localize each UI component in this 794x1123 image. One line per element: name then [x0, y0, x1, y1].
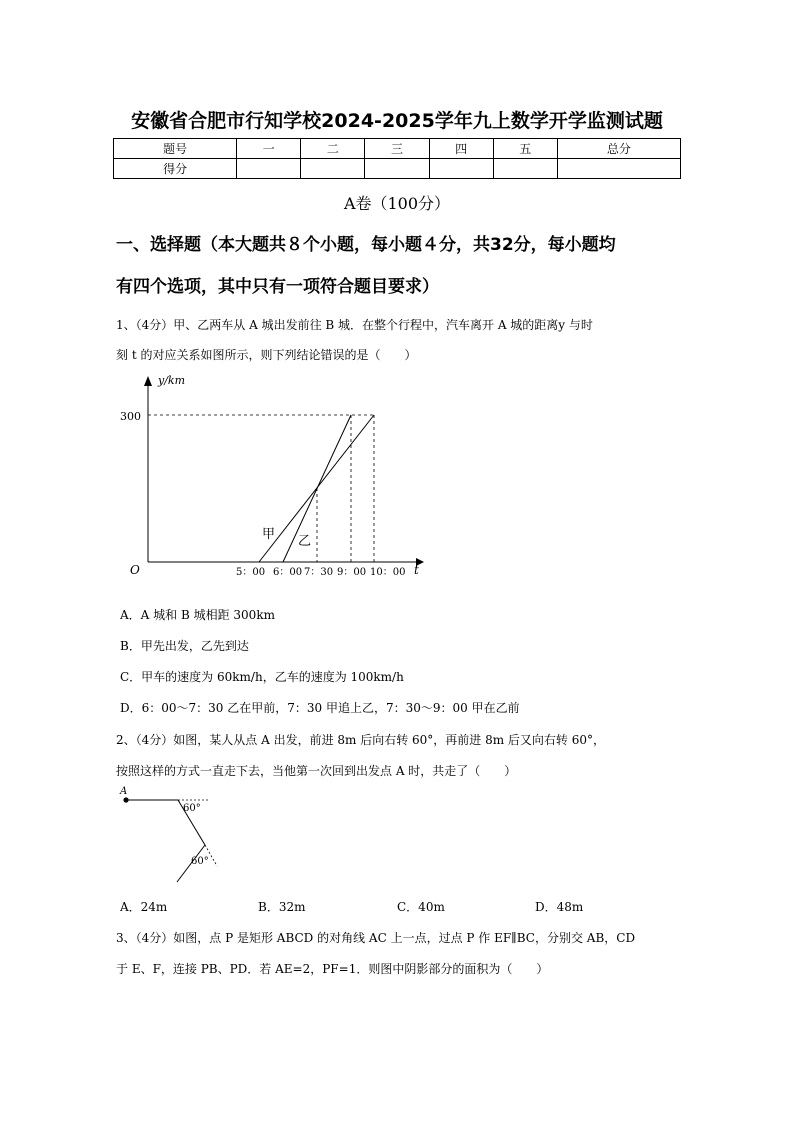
section-heading: 一、选择题（本大题共８个小题，每小题４分，共32分，每小题均: [116, 235, 616, 255]
line-yi: [283, 415, 351, 562]
score-header-cell: 四: [429, 139, 493, 159]
distance-time-graph: [118, 372, 428, 587]
score-header-cell: 三: [365, 139, 429, 159]
q2-option-a: A．24m: [120, 900, 168, 914]
volume-title: A卷（100分）: [343, 194, 451, 213]
angle-label: 60°: [183, 803, 201, 814]
x-axis-label: t: [414, 563, 419, 577]
score-cell: [557, 159, 680, 179]
score-header-cell: 五: [493, 139, 557, 159]
score-cell: [365, 159, 429, 179]
q2-option-b: B．32m: [258, 900, 306, 914]
question-2-text: 2、（4分）如图，某人从点 A 出发，前进 8m 后向右转 60°，再前进 8m 后又向右转 60°，: [116, 733, 606, 747]
x-tick: 7：30: [304, 567, 334, 578]
question-3-text: 3、（4分）如图，点 P 是矩形 ABCD 的对角线 AC 上一点，过点 P 作 EF∥BC，分别交 AB，CD: [116, 931, 636, 945]
score-cell: [429, 159, 493, 179]
q1-option-c: C．甲车的速度为 60km/h，乙车的速度为 100km/h: [120, 670, 404, 684]
score-table-row: [114, 159, 681, 179]
walking-path-figure: [115, 784, 225, 884]
score-cell: [493, 159, 557, 179]
score-cell: [301, 159, 365, 179]
score-row-label: 得分: [114, 159, 237, 179]
angle-label: 60°: [191, 856, 209, 867]
question-3-text-cont: 于 E、F，连接 PB、PD．若 AE=2，PF=1．则图中阴影部分的面积为（ ）: [116, 962, 549, 976]
score-cell: [237, 159, 301, 179]
origin-label: O: [130, 563, 140, 577]
q1-option-b: B．甲先出发，乙先到达: [120, 639, 249, 653]
score-header-cell: 一: [237, 139, 301, 159]
x-tick: 5：00: [236, 567, 266, 578]
x-tick: 9：00: [337, 567, 367, 578]
question-1-text-cont: 刻 t 的对应关系如图所示，则下列结论错误的是（ ）: [116, 348, 417, 362]
x-tick: 10：00: [370, 567, 406, 578]
score-header-cell: 题号: [114, 139, 237, 159]
y-axis-arrow: [144, 376, 152, 386]
page-title: 安徽省合肥市行知学校2024-2025学年九上数学开学监测试题: [131, 110, 663, 132]
q1-option-a: A．A 城和 B 城相距 300km: [120, 608, 275, 622]
y-axis-label: y/km: [158, 374, 186, 387]
section-heading-cont: 有四个选项，其中只有一项符合题目要求）: [116, 277, 439, 297]
score-table: [113, 138, 681, 179]
question-1-text: 1、（4分）甲、乙两车从 A 城出发前往 B 城．在整个行程中，汽车离开 A 城的距离y 与时: [116, 318, 593, 332]
y-tick-300: 300: [120, 410, 141, 423]
line-label-jia: 甲: [262, 527, 276, 542]
q2-option-d: D．48m: [535, 900, 584, 914]
line-label-yi: 乙: [298, 534, 312, 549]
question-2-text-cont: 按照这样的方式一直走下去，当他第一次回到出发点 A 时，共走了（ ）: [116, 764, 517, 778]
point-a-label: A: [120, 786, 128, 797]
score-table-header-row: [114, 139, 681, 159]
score-header-cell: 总分: [557, 139, 680, 159]
x-tick: 6：00: [273, 567, 303, 578]
score-header-cell: 二: [301, 139, 365, 159]
q2-option-c: C．40m: [397, 900, 445, 914]
q1-option-d: D．6：00～7：30 乙在甲前，7：30 甲追上乙，7：30～9：00 甲在乙前: [120, 701, 520, 715]
